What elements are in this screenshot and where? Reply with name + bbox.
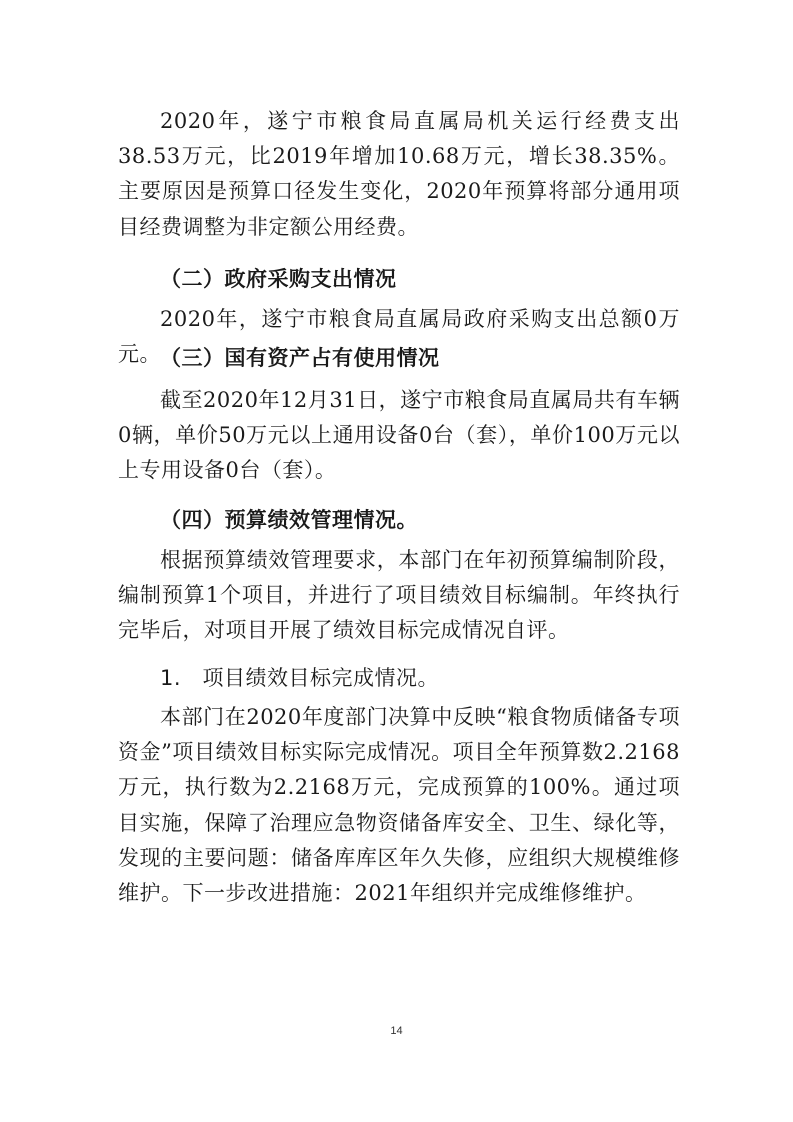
paragraph-performance: 根据预算绩效管理要求，本部门在年初预算编制阶段，编制预算1个项目，并进行了项目绩效目标编制。年终执行完毕后，对项目开展了绩效目标完成情况自评。 <box>118 548 680 643</box>
heading-state-assets: （三）国有资产占有使用情况 <box>160 346 440 370</box>
subheading-project-goals: 1. 项目绩效目标完成情况。 <box>160 666 440 690</box>
paragraph-operating-expenses: 2020年，遂宁市粮食局直属局机关运行经费支出38.53万元，比2019年增加10.68万元，增长38.35%。主要原因是预算口径发生变化，2020年预算将部分通用项目经费调整为非定额公用经费。 <box>118 109 680 239</box>
heading-performance-management: （四）预算绩效管理情况。 <box>160 508 418 532</box>
paragraph-assets: 截至2020年12月31日，遂宁市粮食局直属局共有车辆0辆，单价50万元以上通用设备0台（套），单价100万元以上专用设备0台（套）。 <box>118 388 680 483</box>
page-number: 14 <box>390 1025 403 1037</box>
paragraph-procurement: 2020年，遂宁市粮食局直属局政府采购支出总额0万元。 <box>118 307 680 367</box>
paragraph-project-results: 本部门在2020年度部门决算中反映“粮食物质储备专项资金”项目绩效目标实际完成情况。项目全年预算数2.2168万元，执行数为2.2168万元，完成预算的100%。通过项目实施，保障了治理应急物资储备库安全、卫生、绿化等，发现的主要问题：储备库库区年久失修，应组织大规模维修维护。下一步改进措施：2021年组织并完成维修维护。 <box>118 705 680 906</box>
heading-government-procurement: （二）政府采购支出情况 <box>160 267 397 291</box>
